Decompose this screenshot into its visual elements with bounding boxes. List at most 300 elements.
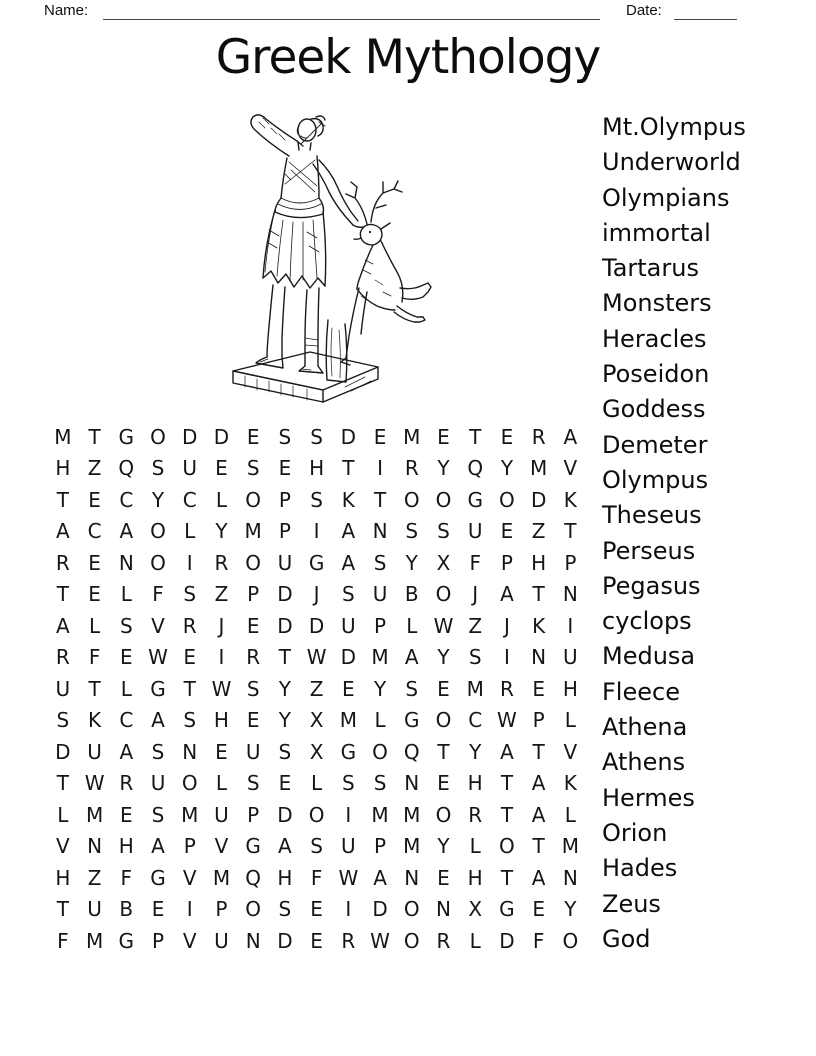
grid-cell: C — [119, 708, 134, 733]
grid-cell: S — [310, 424, 323, 449]
grid-cell: D — [530, 487, 547, 512]
grid-cell: U — [214, 802, 229, 827]
grid-cell: L — [184, 519, 196, 544]
grid-cell: T — [88, 424, 101, 449]
grid-cell: M — [181, 802, 199, 827]
grid-cell: P — [278, 519, 291, 544]
grid-cell: L — [374, 708, 386, 733]
grid-cell: T — [342, 456, 355, 481]
grid-cell: K — [341, 487, 355, 512]
word-list-item: Goddess — [602, 395, 706, 424]
grid-cell: D — [55, 739, 71, 764]
grid-cell: Y — [469, 739, 482, 764]
grid-cell: T — [56, 582, 69, 607]
grid-cell: O — [435, 802, 452, 827]
grid-cell: S — [151, 802, 165, 827]
grid-cell: R — [182, 613, 197, 638]
grid-cell: U — [372, 582, 388, 607]
grid-cell: M — [54, 424, 72, 449]
grid-cell: H — [55, 456, 71, 481]
grid-cell: R — [55, 645, 70, 670]
grid-cell: S — [246, 676, 260, 701]
grid-cell: N — [404, 865, 420, 890]
grid-cell: L — [564, 802, 576, 827]
grid-cell: A — [119, 739, 134, 764]
artemis-statue-illustration — [215, 100, 435, 410]
grid-cell: L — [120, 676, 132, 701]
grid-cell: Y — [151, 487, 165, 512]
grid-cell: D — [277, 613, 293, 638]
grid-cell: E — [342, 676, 355, 701]
grid-cell: S — [183, 708, 197, 733]
grid-cell: Q — [118, 456, 135, 481]
grid-cell: X — [309, 739, 324, 764]
grid-cell: R — [119, 771, 134, 796]
grid-cell: G — [467, 487, 483, 512]
grid-cell: E — [437, 865, 450, 890]
grid-cell: G — [308, 550, 325, 575]
grid-cell: J — [313, 582, 320, 607]
grid-cell: O — [372, 739, 388, 764]
grid-cell: E — [215, 456, 228, 481]
grid-cell: E — [437, 771, 450, 796]
word-list-item: Tartarus — [602, 254, 699, 283]
grid-cell: D — [277, 928, 293, 953]
grid-cell: L — [469, 834, 481, 859]
grid-cell: E — [215, 739, 228, 764]
grid-cell: O — [435, 708, 452, 733]
grid-cell: E — [500, 519, 514, 544]
grid-cell: O — [435, 582, 452, 607]
grid-cell: E — [246, 708, 260, 733]
grid-cell: Y — [278, 676, 291, 701]
grid-cell: T — [500, 865, 514, 890]
grid-cell: X — [309, 708, 324, 733]
grid-cell: S — [246, 771, 260, 796]
grid-cell: S — [151, 456, 165, 481]
grid-cell: I — [503, 645, 510, 670]
grid-cell: I — [186, 550, 193, 575]
grid-cell: E — [532, 897, 545, 922]
word-list-item: Theseus — [602, 501, 702, 530]
word-list-item: cyclops — [602, 607, 692, 636]
grid-cell: U — [87, 897, 102, 922]
grid-cell: J — [472, 582, 479, 607]
grid-cell: A — [373, 865, 387, 890]
grid-cell: T — [56, 897, 69, 922]
grid-cell: G — [340, 739, 357, 764]
grid-cell: L — [469, 928, 481, 953]
grid-cell: R — [55, 550, 70, 575]
grid-cell: A — [119, 519, 134, 544]
grid-cell: M — [85, 928, 104, 953]
grid-cell: N — [404, 771, 420, 796]
grid-cell: E — [88, 550, 101, 575]
grid-cell: A — [151, 708, 165, 733]
grid-cell: S — [405, 676, 419, 701]
grid-cell: N — [531, 645, 547, 670]
grid-cell: Q — [467, 456, 484, 481]
grid-cell: E — [500, 424, 514, 449]
grid-cell: G — [150, 676, 166, 701]
grid-cell: Y — [373, 676, 387, 701]
grid-cell: O — [150, 424, 166, 449]
grid-cell: A — [56, 519, 70, 544]
grid-cell: E — [278, 771, 292, 796]
grid-cell: O — [403, 928, 420, 953]
grid-cell: F — [532, 928, 545, 953]
grid-cell: E — [183, 645, 197, 670]
word-list-item: Poseidon — [602, 360, 710, 389]
grid-cell: T — [564, 519, 577, 544]
grid-cell: S — [310, 487, 323, 512]
grid-cell: V — [214, 834, 229, 859]
grid-cell: R — [436, 928, 451, 953]
grid-cell: O — [403, 487, 420, 512]
grid-cell: F — [88, 645, 101, 670]
grid-cell: D — [308, 613, 325, 638]
grid-cell: H — [55, 865, 71, 890]
grid-cell: A — [531, 802, 546, 827]
grid-cell: L — [57, 802, 69, 827]
grid-cell: A — [531, 771, 546, 796]
word-search-grid — [47, 421, 586, 957]
grid-cell: O — [562, 928, 579, 953]
grid-cell: S — [56, 708, 70, 733]
grid-cell: E — [532, 676, 545, 701]
grid-cell: W — [433, 613, 454, 638]
grid-cell: R — [246, 645, 261, 670]
grid-cell: W — [497, 708, 517, 733]
grid-cell: O — [181, 771, 198, 796]
grid-cell: E — [373, 424, 387, 449]
grid-cell: E — [88, 487, 101, 512]
grid-cell: W — [84, 771, 105, 796]
grid-cell: N — [182, 739, 198, 764]
word-list-item: Athens — [602, 748, 686, 777]
grid-cell: O — [150, 519, 166, 544]
grid-cell: E — [310, 897, 323, 922]
grid-cell: D — [340, 645, 357, 670]
grid-cell: P — [374, 834, 387, 859]
grid-cell: T — [88, 676, 101, 701]
grid-cell: O — [245, 487, 262, 512]
grid-cell: T — [532, 739, 545, 764]
grid-cell: S — [310, 834, 323, 859]
grid-cell: G — [499, 897, 515, 922]
grid-cell: U — [182, 456, 198, 481]
word-list-item: Athena — [602, 713, 688, 742]
grid-cell: D — [372, 897, 388, 922]
grid-cell: M — [403, 802, 421, 827]
grid-cell: K — [563, 487, 577, 512]
grid-cell: E — [310, 928, 323, 953]
grid-cell: W — [148, 645, 168, 670]
grid-cell: Y — [437, 645, 450, 670]
grid-cell: P — [247, 802, 260, 827]
grid-cell: G — [118, 928, 135, 953]
grid-cell: L — [311, 771, 323, 796]
grid-cell: V — [151, 613, 165, 638]
grid-cell: I — [345, 802, 352, 827]
grid-cell: I — [313, 519, 320, 544]
grid-cell: U — [55, 676, 71, 701]
grid-cell: M — [403, 424, 421, 449]
grid-cell: E — [246, 613, 260, 638]
grid-cell: Y — [405, 550, 418, 575]
grid-cell: M — [530, 456, 548, 481]
grid-cell: O — [245, 550, 262, 575]
grid-cell: M — [212, 865, 231, 890]
grid-cell: U — [341, 834, 356, 859]
word-list-item: Pegasus — [602, 571, 701, 600]
grid-cell: M — [371, 802, 389, 827]
grid-cell: S — [341, 582, 355, 607]
word-list-item: Mt.Olympus — [602, 113, 746, 141]
grid-cell: D — [499, 928, 515, 953]
grid-cell: R — [468, 802, 483, 827]
grid-cell: A — [56, 613, 70, 638]
date-label: Date: — [626, 2, 662, 19]
grid-cell: U — [214, 928, 229, 953]
grid-cell: V — [563, 739, 578, 764]
grid-cell: P — [564, 550, 577, 575]
grid-cell: D — [182, 424, 198, 449]
grid-cell: Y — [564, 897, 577, 922]
word-list-item: Medusa — [602, 642, 696, 671]
grid-cell: G — [245, 834, 261, 859]
grid-cell: G — [150, 865, 166, 890]
grid-cell: P — [247, 582, 260, 607]
grid-cell: S — [183, 582, 197, 607]
grid-cell: N — [245, 928, 261, 953]
grid-cell: W — [211, 676, 232, 701]
grid-cell: W — [370, 928, 390, 953]
grid-cell: H — [277, 865, 293, 890]
grid-cell: A — [151, 834, 165, 859]
grid-cell: M — [85, 802, 104, 827]
grid-cell: U — [277, 550, 293, 575]
grid-cell: Z — [87, 865, 102, 890]
grid-cell: N — [87, 834, 103, 859]
word-list-item: Fleece — [602, 677, 680, 706]
grid-cell: D — [340, 424, 357, 449]
grid-cell: W — [306, 645, 327, 670]
grid-cell: X — [436, 550, 451, 575]
grid-cell: R — [214, 550, 229, 575]
grid-cell: H — [309, 456, 325, 481]
grid-cell: Z — [531, 519, 546, 544]
grid-cell: Z — [468, 613, 483, 638]
grid-cell: H — [118, 834, 134, 859]
grid-cell: E — [246, 424, 260, 449]
grid-cell: T — [183, 676, 196, 701]
grid-cell: O — [499, 487, 515, 512]
grid-cell: M — [339, 708, 357, 733]
grid-cell: S — [278, 739, 292, 764]
grid-cell: F — [120, 865, 133, 890]
grid-cell: A — [531, 865, 546, 890]
grid-cell: O — [435, 487, 452, 512]
grid-cell: F — [152, 582, 164, 607]
grid-cell: S — [373, 550, 387, 575]
grid-cell: V — [563, 456, 578, 481]
grid-cell: T — [532, 582, 545, 607]
grid-cell: D — [277, 582, 293, 607]
grid-cell: Y — [437, 456, 450, 481]
grid-cell: Q — [245, 865, 262, 890]
grid-cell: A — [278, 834, 292, 859]
grid-cell: U — [563, 645, 578, 670]
word-list-item: immortal — [602, 218, 711, 247]
grid-cell: A — [500, 739, 514, 764]
word-list-item: Orion — [602, 818, 668, 847]
grid-cell: T — [56, 771, 69, 796]
grid-cell: P — [183, 834, 196, 859]
grid-cell: S — [437, 519, 450, 544]
word-list-item: Perseus — [602, 536, 696, 565]
grid-cell: E — [119, 802, 133, 827]
grid-cell: S — [341, 771, 355, 796]
grid-cell: S — [246, 456, 260, 481]
page-title: Greek Mythology — [215, 30, 601, 85]
word-list-item: God — [602, 924, 651, 953]
word-list-item: Hermes — [602, 783, 695, 812]
grid-cell: L — [89, 613, 101, 638]
grid-cell: N — [562, 865, 578, 890]
grid-cell: M — [466, 676, 484, 701]
grid-cell: V — [56, 834, 70, 859]
grid-cell: B — [119, 897, 134, 922]
grid-cell: Y — [215, 519, 228, 544]
grid-cell: A — [500, 582, 514, 607]
grid-cell: E — [437, 424, 450, 449]
grid-cell: E — [151, 897, 165, 922]
grid-cell: F — [310, 865, 323, 890]
grid-cell: Z — [309, 676, 324, 701]
word-list-item: Olympians — [602, 183, 730, 212]
grid-cell: T — [469, 424, 482, 449]
name-blank-line — [103, 0, 600, 20]
grid-cell: Z — [87, 456, 102, 481]
word-list — [602, 110, 746, 957]
grid-cell: M — [561, 834, 579, 859]
grid-cell: E — [88, 582, 101, 607]
grid-cell: U — [341, 613, 356, 638]
grid-cell: Y — [437, 834, 450, 859]
grid-cell: T — [437, 739, 450, 764]
grid-cell: N — [372, 519, 388, 544]
grid-cell: Q — [403, 739, 420, 764]
word-list-item: Demeter — [602, 430, 708, 459]
grid-cell: A — [341, 519, 356, 544]
grid-cell: K — [88, 708, 102, 733]
grid-cell: O — [403, 897, 420, 922]
grid-cell: T — [373, 487, 387, 512]
grid-cell: H — [531, 550, 547, 575]
grid-cell: M — [371, 645, 389, 670]
grid-cell: U — [245, 739, 261, 764]
grid-cell: K — [532, 613, 546, 638]
word-list-item: Underworld — [602, 148, 741, 177]
grid-cell: C — [87, 519, 102, 544]
grid-cell: N — [118, 550, 134, 575]
grid-cell: K — [563, 771, 577, 796]
grid-cell: M — [403, 834, 421, 859]
grid-cell: O — [245, 897, 262, 922]
grid-cell: F — [57, 928, 69, 953]
grid-cell: N — [562, 582, 578, 607]
grid-cell: P — [215, 897, 228, 922]
grid-cell: I — [186, 897, 193, 922]
grid-cell: I — [218, 645, 225, 670]
grid-cell: L — [120, 582, 132, 607]
grid-cell: F — [469, 550, 481, 575]
grid-cell: O — [150, 550, 166, 575]
grid-cell: L — [215, 487, 228, 512]
grid-cell: S — [119, 613, 133, 638]
date-blank-line — [674, 0, 737, 20]
grid-cell: T — [56, 487, 69, 512]
grid-cell: R — [499, 676, 514, 701]
grid-cell: I — [567, 613, 574, 638]
grid-cell: P — [374, 613, 387, 638]
grid-cell: X — [468, 897, 483, 922]
grid-cell: V — [182, 928, 197, 953]
grid-cell: U — [467, 519, 483, 544]
grid-cell: Y — [500, 456, 514, 481]
grid-cell: E — [119, 645, 133, 670]
grid-cell: J — [218, 613, 225, 638]
word-list-item: Hades — [602, 854, 678, 883]
name-label: Name: — [44, 2, 89, 19]
grid-cell: P — [532, 708, 545, 733]
grid-cell: U — [150, 771, 166, 796]
grid-cell: S — [278, 424, 292, 449]
grid-cell: A — [404, 645, 419, 670]
grid-cell: S — [278, 897, 292, 922]
grid-cell: T — [532, 834, 545, 859]
grid-cell: O — [308, 802, 325, 827]
grid-cell: A — [341, 550, 356, 575]
grid-cell: R — [531, 424, 546, 449]
grid-cell: G — [404, 708, 420, 733]
grid-cell: S — [373, 771, 387, 796]
grid-cell: C — [182, 487, 197, 512]
grid-cell: E — [437, 676, 450, 701]
grid-cell: W — [338, 865, 359, 890]
grid-cell: C — [119, 487, 134, 512]
word-list-item: Zeus — [602, 889, 661, 918]
grid-cell: I — [345, 897, 352, 922]
grid-cell: P — [500, 550, 513, 575]
word-list-item: Heracles — [602, 324, 707, 353]
word-list-item: Monsters — [602, 289, 712, 318]
grid-cell: D — [277, 802, 293, 827]
grid-cell: N — [436, 897, 451, 922]
grid-cell: S — [151, 739, 165, 764]
grid-cell: A — [563, 424, 578, 449]
grid-cell: J — [503, 613, 510, 638]
grid-cell: B — [404, 582, 419, 607]
grid-cell: S — [405, 519, 419, 544]
grid-cell: U — [87, 739, 102, 764]
grid-cell: I — [377, 456, 383, 481]
grid-cell: M — [244, 519, 262, 544]
grid-cell: P — [278, 487, 291, 512]
word-list-item: Olympus — [602, 465, 709, 494]
grid-cell: H — [467, 771, 483, 796]
